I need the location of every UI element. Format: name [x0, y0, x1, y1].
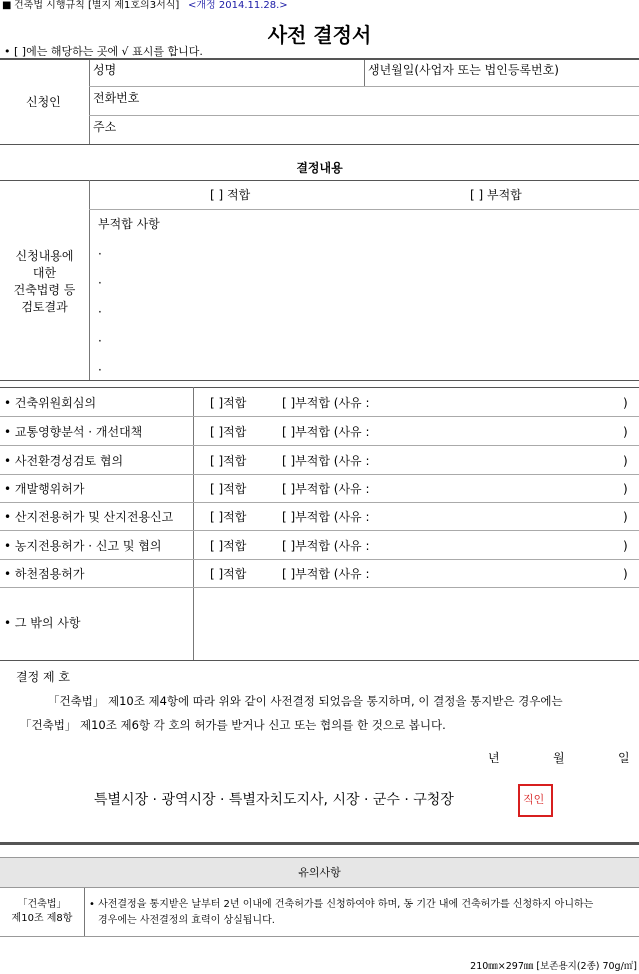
- official-seal-text: 직인: [523, 793, 545, 806]
- form-reference: 건축법 시행규칙 [별지 제1호의3서식]: [14, 0, 180, 11]
- applicant-divider: [89, 60, 90, 144]
- row-line: [0, 587, 639, 588]
- review-label-line: 대한: [32, 266, 57, 280]
- close-paren: ): [623, 396, 628, 410]
- caution-top-rule: [0, 842, 639, 845]
- row-line: [0, 502, 639, 503]
- review-label-line: 검토결과: [21, 300, 68, 314]
- row-line: [0, 144, 639, 145]
- review-suitable-checkbox[interactable]: [ ]적합: [210, 396, 247, 410]
- review-unsuitable-checkbox[interactable]: [ ]부적합 (사유 :: [282, 482, 370, 496]
- review-unsuitable-checkbox[interactable]: [ ]부적합 (사유 :: [282, 567, 370, 581]
- close-paren: ): [623, 567, 628, 581]
- review-result-label: [0, 248, 89, 316]
- close-paren: ): [623, 482, 628, 496]
- caution-law-line2: 제10조 제8항: [11, 913, 73, 924]
- review-unsuitable-checkbox[interactable]: [ ]부적합 (사유 :: [282, 454, 370, 468]
- review-rows-divider: [193, 387, 194, 660]
- row-line: [0, 530, 639, 531]
- applicant-label: 신청인: [26, 95, 61, 109]
- row-line: [0, 474, 639, 475]
- review-suitable-checkbox[interactable]: [ ]적합: [210, 567, 247, 581]
- name-birth-divider: [364, 60, 365, 86]
- review-item-label: • 산지전용허가 및 산지전용신고: [4, 510, 174, 524]
- bullet: ·: [98, 363, 102, 377]
- review-suitable-checkbox[interactable]: [ ]적합: [210, 454, 247, 468]
- review-unsuitable-checkbox[interactable]: [ ]부적합 (사유 :: [282, 396, 370, 410]
- close-paren: ): [623, 425, 628, 439]
- row-line: [89, 115, 639, 116]
- paper-spec: 210㎜×297㎜ [보존용지(2종) 70g/㎡]: [470, 961, 637, 972]
- review-suitable-checkbox[interactable]: [ ]적합: [210, 482, 247, 496]
- review-unsuitable-checkbox[interactable]: [ ]부적합 (사유 :: [282, 539, 370, 553]
- check-instruction: • [ ]에는 해당하는 곳에 √ 표시를 합니다.: [4, 45, 203, 58]
- square-icon: ■: [2, 0, 12, 11]
- review-suitable-checkbox[interactable]: [ ]적합: [210, 510, 247, 524]
- birth-field-label[interactable]: 생년월일(사업자 또는 법인등록번호): [368, 63, 559, 77]
- row-line: [0, 380, 639, 381]
- bullet: ·: [98, 305, 102, 319]
- suitable-checkbox[interactable]: [ ] 적합: [210, 188, 251, 202]
- review-item-label: • 농지전용허가 · 신고 및 협의: [4, 539, 162, 553]
- date-year: 년: [488, 751, 500, 765]
- review-label-line: 건축법령 등: [13, 283, 76, 297]
- review-divider: [89, 180, 90, 380]
- bullet: ·: [98, 334, 102, 348]
- decision-number: 결정 제 호: [16, 670, 70, 684]
- caution-text-line2: 경우에는 사전결정의 효력이 상실됩니다.: [98, 915, 275, 926]
- bullet: ·: [98, 276, 102, 290]
- row-line: [0, 660, 639, 661]
- review-suitable-checkbox[interactable]: [ ]적합: [210, 425, 247, 439]
- review-label-line: 신청내용에: [15, 249, 74, 263]
- issuing-authority: 특별시장 · 광역시장 · 특별자치도지사, 시장 · 군수 · 구청장: [94, 792, 454, 808]
- row-line: [0, 416, 639, 417]
- row-line: [89, 86, 639, 87]
- caution-divider: [84, 888, 85, 936]
- row-line: [0, 180, 639, 181]
- notice-paragraph-line1: 「건축법」 제10조 제4항에 따라 위와 같이 사전결정 되었음을 통지하며, 이 결정을 통지받은 경우에는: [48, 694, 563, 708]
- date-month: 월: [553, 751, 565, 765]
- unsuitable-checkbox[interactable]: [ ] 부적합: [470, 188, 522, 202]
- name-field-label[interactable]: 성명: [93, 63, 117, 77]
- review-item-label: • 교통영향분석 · 개선대책: [4, 425, 143, 439]
- phone-field-label[interactable]: 전화번호: [93, 91, 140, 105]
- close-paren: ): [623, 539, 628, 553]
- caution-title: 유의사항: [298, 866, 341, 879]
- review-unsuitable-checkbox[interactable]: [ ]부적합 (사유 :: [282, 510, 370, 524]
- review-item-label: • 개발행위허가: [4, 482, 85, 496]
- bullet: ·: [98, 247, 102, 261]
- decision-section-title: 결정내용: [296, 161, 343, 175]
- row-line: [0, 559, 639, 560]
- page-title: 사전 결정서: [267, 23, 372, 47]
- caution-law-line1: 「건축법」: [17, 899, 67, 910]
- review-item-label: • 건축위원회심의: [4, 396, 97, 410]
- other-items-label: • 그 밖의 사항: [4, 616, 81, 630]
- review-suitable-checkbox[interactable]: [ ]적합: [210, 539, 247, 553]
- top-rule: [0, 58, 639, 60]
- close-paren: ): [623, 510, 628, 524]
- review-unsuitable-checkbox[interactable]: [ ]부적합 (사유 :: [282, 425, 370, 439]
- review-item-label: • 하천점용허가: [4, 567, 85, 581]
- row-line: [89, 209, 639, 210]
- caution-bottom-line: [0, 936, 639, 937]
- close-paren: ): [623, 454, 628, 468]
- row-line: [0, 445, 639, 446]
- review-item-label: • 사전환경성검토 협의: [4, 454, 124, 468]
- date-day: 일: [618, 751, 630, 765]
- address-field-label[interactable]: 주소: [93, 120, 117, 134]
- row-line: [0, 387, 639, 388]
- unsuitable-items-label: 부적합 사항: [98, 217, 160, 231]
- revision-date: <개정 2014.11.28.>: [188, 0, 288, 11]
- notice-paragraph-line2: 「건축법」 제10조 제6항 각 호의 허가를 받거나 신고 또는 협의를 한 것으로 봅니다.: [20, 718, 446, 732]
- caution-text-line1: • 사전결정을 통지받은 날부터 2년 이내에 건축허가를 신청하여야 하며, 동 기간 내에 건축허가를 신청하지 아니하는: [89, 899, 594, 910]
